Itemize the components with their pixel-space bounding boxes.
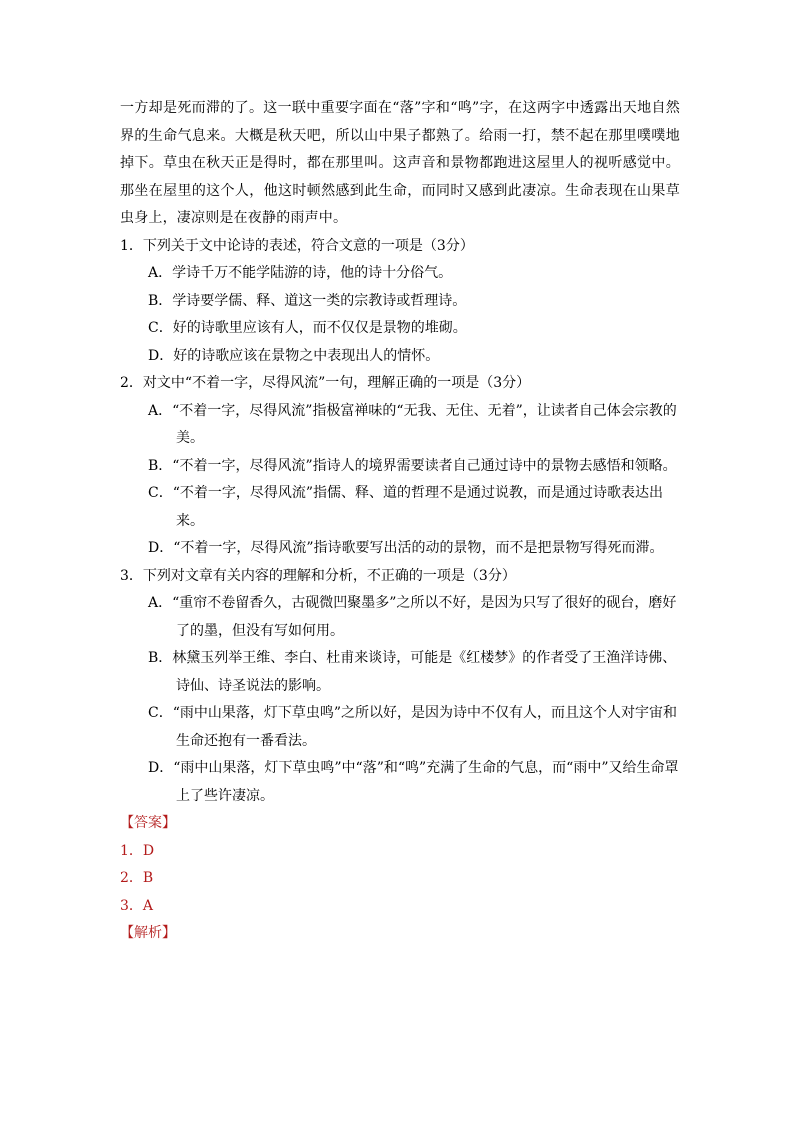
option-b: B．林黛玉列举王维、李白、杜甫来谈诗，可能是《红楼梦》的作者受了王渔洋诗佛、诗仙、诗圣说法的影响。 — [148, 650, 677, 694]
answer-heading: 【答案】 — [120, 815, 176, 831]
question-stem: 1．下列关于文中论诗的表述，符合文意的一项是（3分） — [120, 237, 474, 254]
question-3 — [120, 563, 680, 811]
option-a: A．学诗千万不能学陆游的诗，他的诗十分俗气。 — [148, 265, 453, 281]
analysis-heading: 【解析】 — [120, 925, 176, 941]
answer-item: 2．B — [120, 870, 154, 886]
option-d: D．“不着一字，尽得风流”指诗歌要写出活的动的景物，而不是把景物写得死而滞。 — [148, 540, 664, 556]
answer-item: 3．A — [120, 897, 154, 914]
option-d: D．好的诗歌应该在景物之中表现出人的情怀。 — [148, 347, 440, 364]
passage-paragraph: 一方却是死而滞的了。这一联中重要字面在“落”字和“鸣”字，在这两字中透露出天地自然界的生命气息来。大概是秋天吧，所以山中果子都熟了。给雨一打，禁不起在那里噗噗地掉下。草虫在秋天正是得时，都在那里叫。这声音和景物都跑进这屋里人的视听感觉中。那坐在屋里的这个人，他这时顿然感到此生命，而同时又感到此凄凉。生命表现在山果草虫身上，凄凉则是在夜静的雨声中。 — [120, 100, 680, 226]
question-stem: 2．对文中“不着一字，尽得风流”一句，理解正确的一项是（3分） — [120, 375, 531, 391]
document-page — [120, 95, 680, 948]
question-2 — [120, 370, 680, 563]
option-b: B．“不着一字，尽得风流”指诗人的境界需要读者自己通过诗中的景物去感悟和领略。 — [148, 457, 677, 474]
question-1 — [120, 233, 680, 371]
option-c: C．“雨中山果落，灯下草虫鸣”之所以好，是因为诗中不仅有人，而且这个人对宇宙和生命还抱有一番看法。 — [148, 705, 678, 749]
option-a: A．“不着一字，尽得风流”指极富禅味的“无我、无住、无着”，让读者自己体会宗教的美。 — [148, 402, 677, 446]
option-d: D．“雨中山果落，灯下草虫鸣”中“落”和“鸣”充满了生命的气息，而“雨中”又给生命罩上了些许凄凉。 — [148, 760, 679, 804]
option-a: A．“重帘不卷留香久，古砚微凹聚墨多”之所以不好，是因为只写了很好的砚台，磨好了的墨，但没有写如何用。 — [148, 595, 677, 639]
answer-item: 1．D — [120, 842, 155, 859]
option-c: C．“不着一字，尽得风流”指儒、释、道的哲理不是通过说教，而是通过诗歌表达出来。 — [148, 485, 664, 529]
option-b: B．学诗要学儒、释、道这一类的宗教诗或哲理诗。 — [148, 292, 467, 309]
option-c: C．好的诗歌里应该有人，而不仅仅是景物的堆砌。 — [148, 320, 467, 336]
question-stem: 3．下列对文章有关内容的理解和分析，不正确的一项是（3分） — [120, 567, 516, 584]
